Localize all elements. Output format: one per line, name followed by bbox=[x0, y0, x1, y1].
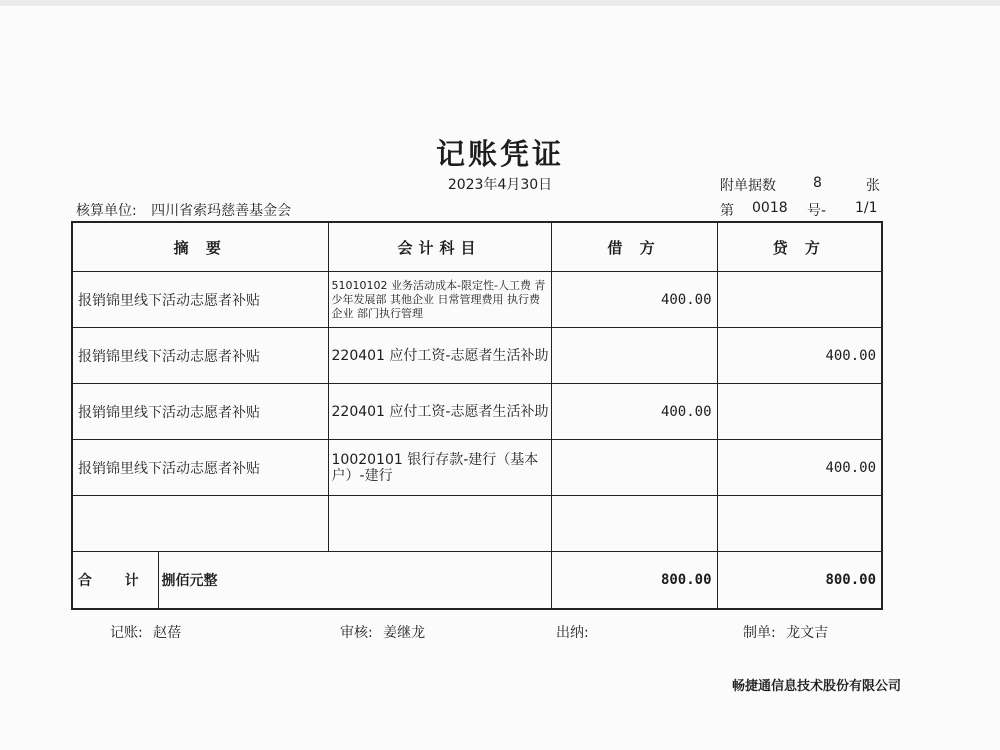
row-credit bbox=[717, 384, 882, 440]
unit-name: 四川省索玛慈善基金会 bbox=[151, 203, 292, 219]
reviewer-signature bbox=[340, 622, 425, 642]
voucher-page: 1/1 bbox=[855, 200, 878, 216]
header-debit: 借 方 bbox=[551, 222, 717, 272]
row-credit bbox=[717, 496, 882, 552]
row-summary: 报销锦里线下活动志愿者补贴 bbox=[72, 272, 328, 328]
header-summary: 摘 要 bbox=[72, 222, 328, 272]
table-row bbox=[72, 384, 882, 440]
total-debit: 800.00 bbox=[551, 552, 717, 610]
row-debit bbox=[551, 328, 717, 384]
row-debit bbox=[551, 440, 717, 496]
unit-info bbox=[76, 200, 291, 220]
table-row bbox=[72, 440, 882, 496]
row-credit bbox=[717, 272, 882, 328]
cashier-label: 出纳: bbox=[556, 625, 589, 641]
header-account: 会计科目 bbox=[328, 222, 551, 272]
row-account bbox=[328, 496, 551, 552]
reviewer-name: 姜继龙 bbox=[383, 625, 426, 641]
bookkeeper-signature bbox=[110, 622, 181, 642]
total-credit: 800.00 bbox=[717, 552, 882, 610]
row-summary: 报销锦里线下活动志愿者补贴 bbox=[72, 328, 328, 384]
number-prefix: 第 bbox=[720, 203, 734, 219]
row-account: 51010102 业务活动成本-限定性-人工费 青少年发展部 其他企业 日常管理费用 执行费 企业 部门执行管理 bbox=[328, 272, 551, 328]
preparer-signature bbox=[743, 622, 828, 642]
attachments-count: 8 bbox=[813, 175, 822, 191]
row-summary bbox=[72, 496, 328, 552]
header-credit: 贷 方 bbox=[717, 222, 882, 272]
row-debit: 400.00 bbox=[551, 384, 717, 440]
row-debit bbox=[551, 496, 717, 552]
row-debit: 400.00 bbox=[551, 272, 717, 328]
voucher-date: 2023年4月30日 bbox=[447, 177, 553, 193]
attachments-label: 附单据数 bbox=[720, 178, 776, 194]
preparer-label: 制单: bbox=[743, 625, 776, 641]
table-header-row bbox=[72, 222, 882, 272]
total-row bbox=[72, 552, 882, 610]
total-label: 合 计 bbox=[72, 552, 158, 610]
number-suffix: 号- bbox=[807, 203, 827, 219]
preparer-name: 龙文吉 bbox=[786, 625, 829, 641]
row-summary: 报销锦里线下活动志愿者补贴 bbox=[72, 440, 328, 496]
voucher-number: 0018 bbox=[752, 200, 788, 216]
row-credit: 400.00 bbox=[717, 328, 882, 384]
row-account: 220401 应付工资-志愿者生活补助 bbox=[328, 328, 551, 384]
voucher-title: 记账凭证 bbox=[435, 137, 564, 171]
row-credit: 400.00 bbox=[717, 440, 882, 496]
table-row-empty bbox=[72, 496, 882, 552]
total-amount-words: 捌佰元整 bbox=[158, 552, 551, 610]
voucher-table bbox=[71, 221, 883, 610]
software-company: 畅捷通信息技术股份有限公司 bbox=[732, 679, 902, 694]
attachments-unit: 张 bbox=[866, 178, 880, 194]
reviewer-label: 审核: bbox=[340, 625, 373, 641]
row-account: 220401 应付工资-志愿者生活补助 bbox=[328, 384, 551, 440]
table-row bbox=[72, 272, 882, 328]
row-account: 10020101 银行存款-建行（基本户）-建行 bbox=[328, 440, 551, 496]
row-summary: 报销锦里线下活动志愿者补贴 bbox=[72, 384, 328, 440]
bookkeeper-label: 记账: bbox=[110, 625, 143, 641]
table-row bbox=[72, 328, 882, 384]
cashier-signature bbox=[556, 622, 595, 642]
scan-edge bbox=[0, 0, 1000, 6]
unit-label: 核算单位: bbox=[76, 203, 137, 219]
bookkeeper-name: 赵蓓 bbox=[153, 625, 182, 641]
